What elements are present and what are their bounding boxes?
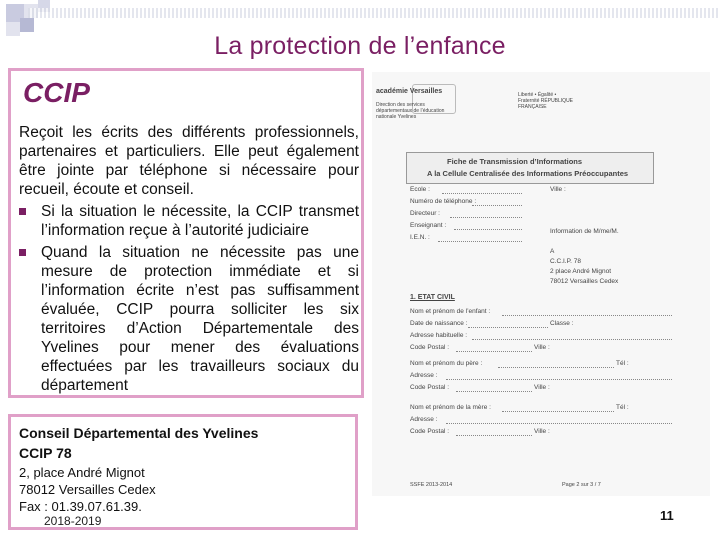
ccip-intro: Reçoit les écrits des différents professionnels, partenaires et particuliers. Elle peut également être jointe par téléphone si nécessaire pour recueil, écoute et conseil. (19, 124, 359, 198)
form-footer-right: Page 2 sur 3 / 7 (562, 482, 601, 488)
field-label: Code Postal : (410, 344, 450, 351)
field-line (456, 351, 532, 352)
field-label: Code Postal : (410, 384, 450, 391)
ccip-panel (8, 68, 364, 398)
field-line (446, 423, 672, 424)
dest-line: 78012 Versailles Cedex (550, 278, 619, 285)
field-label: Numéro de téléphone : (410, 198, 477, 205)
field-line (468, 327, 548, 328)
tel-label: Tél : (616, 360, 629, 367)
direction-label: Direction des services départementaux de l’éducation nationale Yvelines (376, 102, 445, 120)
footer-year: 2018-2019 (44, 514, 102, 528)
info-label: Information de M/me/M. (550, 228, 619, 235)
form-header-title: Fiche de Transmission d’Informations (447, 157, 583, 166)
ville-label: Ville : (550, 186, 566, 193)
contact-fax: Fax : 01.39.07.61.39. (19, 499, 142, 514)
section-title: 1. ETAT CIVIL (410, 294, 455, 301)
ville-label: Ville : (534, 428, 550, 435)
field-line (438, 241, 522, 242)
field-line (498, 367, 614, 368)
ccip-body (19, 123, 359, 395)
contact-name: Conseil Départemental des Yvelines (19, 425, 259, 441)
dest-line: A (550, 248, 555, 255)
page-title: La protection de l’enfance (214, 32, 506, 60)
academie-label: académie Versailles (376, 88, 443, 95)
list-item (19, 243, 359, 395)
field-line (446, 379, 672, 380)
dest-line: C.C.I.P. 78 (550, 258, 581, 265)
page-number: 11 (660, 508, 674, 523)
field-label: Nom et prénom de l’enfant : (410, 308, 491, 315)
ville-label: Ville : (534, 384, 550, 391)
contact-org: CCIP 78 (19, 445, 72, 461)
field-line (456, 435, 532, 436)
bullet-text: Si la situation le nécessite, la CCIP transmet l’information reçue à l’autorité judiciaire (41, 203, 359, 239)
contact-street: 2, place André Mignot (19, 465, 145, 480)
field-line (450, 217, 522, 218)
field-line (456, 391, 532, 392)
republique-label: Liberté • Égalité • Fraternité RÉPUBLIQUE FRANÇAISE (518, 92, 574, 110)
form-footer-left: SSFE 2013-2014 (410, 482, 453, 488)
ccip-heading: CCIP (23, 77, 90, 108)
field-line (502, 315, 672, 316)
field-label: I.E.N. : (410, 234, 430, 241)
form-header-subtitle: A la Cellule Centralisée des Informations Préoccupantes (427, 169, 629, 178)
field-label: Enseignant : (410, 222, 447, 229)
field-label: Directeur : (410, 210, 440, 217)
field-label: Nom et prénom du père : (410, 360, 483, 367)
tel-label: Tél : (616, 404, 629, 411)
bullet-text: Quand la situation ne nécessite pas une mesure de protection immédiate et si l’information écrite n’est pas suffisamment évaluée, CCIP pourra solliciter les six territoires d’Action Départementale des Yvelines pour mener des évaluations effectuées par les travailleurs sociaux du département (41, 244, 359, 394)
contact-panel (8, 414, 358, 530)
square-bullet-icon (19, 208, 26, 215)
classe-label: Classe : (550, 320, 574, 327)
form-header (406, 152, 654, 184)
field-label: Date de naissance : (410, 320, 468, 327)
field-line (502, 411, 614, 412)
decor-square (20, 18, 34, 32)
form-scan (372, 72, 710, 496)
field-label: Ecole : (410, 186, 430, 193)
field-label: Code Postal : (410, 428, 450, 435)
field-line (472, 339, 672, 340)
list-item (19, 202, 359, 240)
ville-label: Ville : (534, 344, 550, 351)
field-line (454, 229, 522, 230)
field-line (442, 193, 522, 194)
square-bullet-icon (19, 249, 26, 256)
field-label: Nom et prénom de la mère : (410, 404, 491, 411)
dest-line: 2 place André Mignot (550, 268, 612, 275)
field-label: Adresse : (410, 372, 438, 379)
field-label: Adresse habituelle : (410, 332, 468, 339)
field-label: Adresse : (410, 416, 438, 423)
ccip-bullet-list (19, 202, 359, 395)
decor-rule (28, 8, 720, 18)
contact-city: 78012 Versailles Cedex (19, 482, 156, 497)
field-line (472, 205, 522, 206)
